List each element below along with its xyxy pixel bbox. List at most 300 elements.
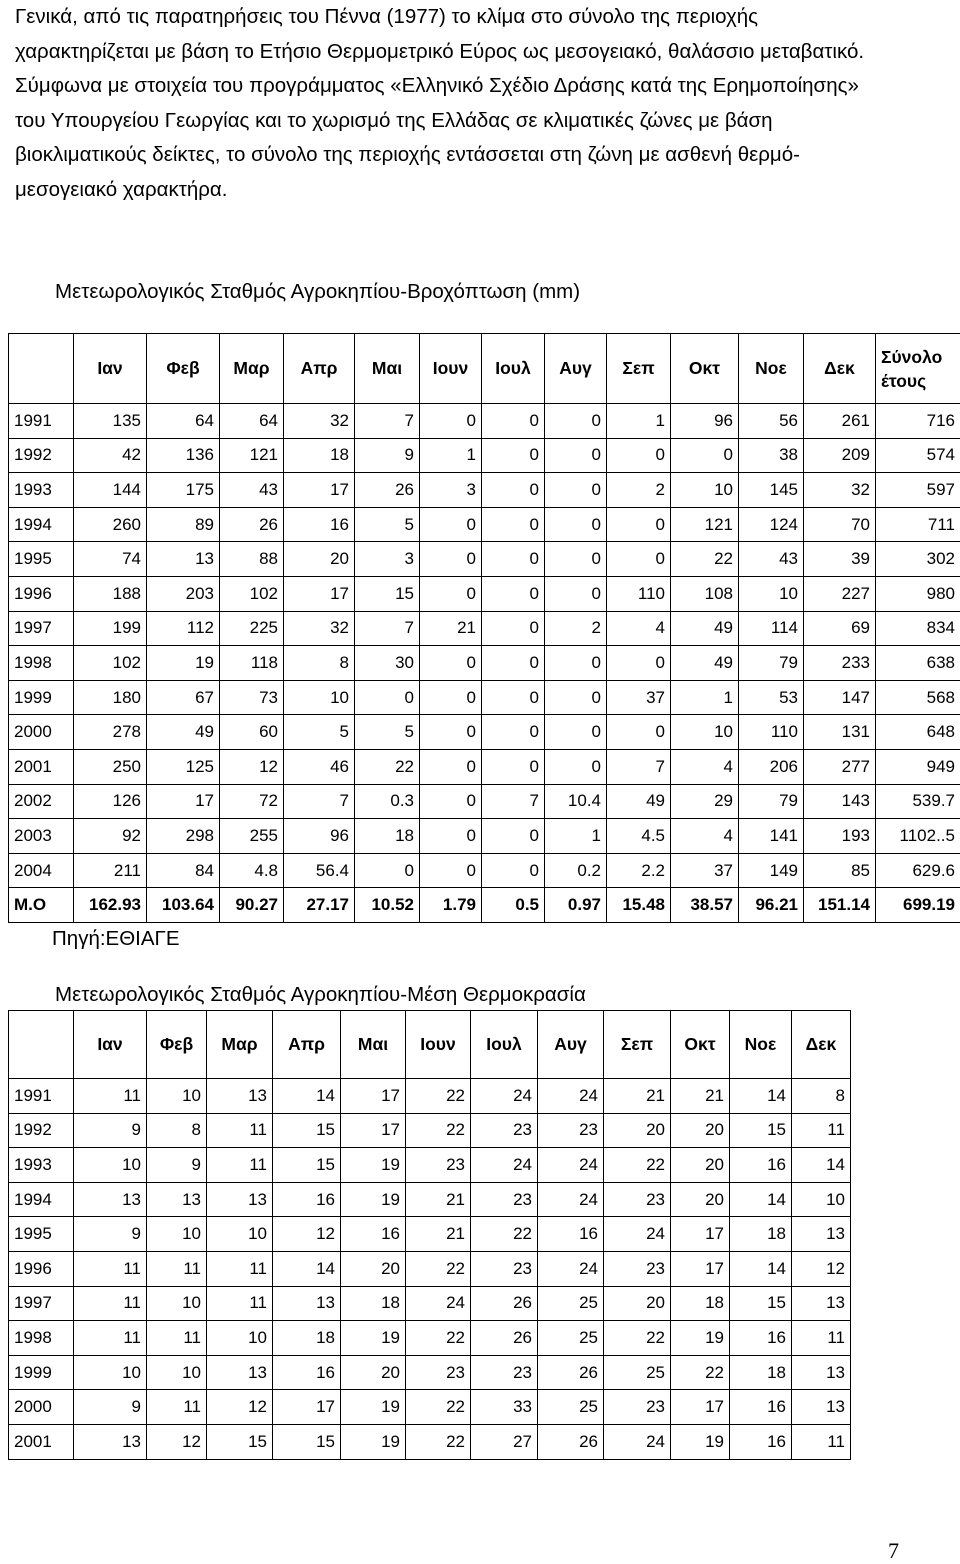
- table-cell: 19: [341, 1182, 406, 1217]
- column-header: Φεβ: [147, 334, 220, 404]
- table-cell: 16: [284, 507, 355, 542]
- column-header: Σεπ: [607, 334, 671, 404]
- table-cell: 20: [604, 1286, 671, 1321]
- table-cell: 539.7: [876, 784, 960, 819]
- table-cell: 19: [671, 1424, 730, 1459]
- table-cell: 298: [147, 819, 220, 854]
- table-cell: 0.97: [545, 888, 607, 923]
- table-cell: 0: [482, 507, 545, 542]
- table-cell: 11: [207, 1286, 273, 1321]
- table-cell: 4: [671, 749, 739, 784]
- table-cell: 13: [74, 1182, 147, 1217]
- table-cell: 209: [804, 438, 876, 473]
- table-cell: 102: [74, 646, 147, 681]
- table-cell: 17: [341, 1079, 406, 1114]
- column-header: Απρ: [273, 1011, 341, 1079]
- table-cell: 22: [406, 1251, 471, 1286]
- table-cell: 0: [420, 680, 482, 715]
- table-cell: 19: [341, 1390, 406, 1425]
- table-cell: 90.27: [220, 888, 284, 923]
- table-cell: 0: [607, 507, 671, 542]
- table-cell: 144: [74, 473, 147, 508]
- table-cell: 0: [607, 715, 671, 750]
- table-row: [9, 1217, 851, 1252]
- column-header: Οκτ: [671, 334, 739, 404]
- table-cell: 199: [74, 611, 147, 646]
- table-cell: 0: [420, 507, 482, 542]
- table-cell: 12: [273, 1217, 341, 1252]
- table-cell: 17: [284, 473, 355, 508]
- table-cell: 24: [471, 1148, 538, 1183]
- column-header: Μαι: [341, 1011, 406, 1079]
- table-cell: 11: [147, 1321, 207, 1356]
- table-cell: 22: [604, 1148, 671, 1183]
- table-cell: 227: [804, 576, 876, 611]
- column-header: Μαι: [355, 334, 420, 404]
- row-label: 1999: [9, 680, 74, 715]
- table-cell: 89: [147, 507, 220, 542]
- table-cell: 4: [607, 611, 671, 646]
- table-cell: 9: [74, 1217, 147, 1252]
- table-cell: 17: [341, 1113, 406, 1148]
- table-cell: 10: [671, 715, 739, 750]
- column-header: Ιουν: [406, 1011, 471, 1079]
- table-cell: 8: [284, 646, 355, 681]
- row-label: 1997: [9, 611, 74, 646]
- table-cell: 10: [74, 1148, 147, 1183]
- column-header: Ιουν: [420, 334, 482, 404]
- table-cell: 145: [739, 473, 804, 508]
- table-cell: 0: [420, 819, 482, 854]
- table-cell: 8: [792, 1079, 851, 1114]
- row-label: 1993: [9, 1148, 74, 1183]
- table-cell: 7: [284, 784, 355, 819]
- table-cell: 597: [876, 473, 960, 508]
- intro-paragraph: [15, 0, 905, 208]
- table-cell: 4.5: [607, 819, 671, 854]
- table-cell: 0.5: [482, 888, 545, 923]
- table-cell: 20: [341, 1251, 406, 1286]
- row-label: 1995: [9, 1217, 74, 1252]
- table-cell: 25: [538, 1390, 604, 1425]
- table-cell: 188: [74, 576, 147, 611]
- table-cell: 23: [471, 1113, 538, 1148]
- table-cell: 49: [671, 646, 739, 681]
- table-cell: 1102..5: [876, 819, 960, 854]
- table-cell: 49: [671, 611, 739, 646]
- table-cell: 568: [876, 680, 960, 715]
- table-cell: 13: [792, 1286, 851, 1321]
- table-cell: 22: [406, 1390, 471, 1425]
- table-cell: 131: [804, 715, 876, 750]
- row-label: 1994: [9, 507, 74, 542]
- row-label: 1996: [9, 1251, 74, 1286]
- table-cell: 0: [607, 438, 671, 473]
- table-cell: 79: [739, 646, 804, 681]
- table-cell: 23: [406, 1148, 471, 1183]
- table-cell: 32: [284, 611, 355, 646]
- table-cell: 14: [730, 1182, 792, 1217]
- table-cell: 225: [220, 611, 284, 646]
- table-cell: 0: [545, 646, 607, 681]
- table-cell: 23: [471, 1251, 538, 1286]
- table-cell: 53: [739, 680, 804, 715]
- table-cell: 233: [804, 646, 876, 681]
- table-cell: 56: [739, 404, 804, 439]
- table-cell: 19: [147, 646, 220, 681]
- table-cell: 1: [671, 680, 739, 715]
- table-cell: 949: [876, 749, 960, 784]
- table-cell: 110: [607, 576, 671, 611]
- table-row: [9, 680, 960, 715]
- table-cell: 39: [804, 542, 876, 577]
- table-cell: 26: [220, 507, 284, 542]
- table-cell: 10: [147, 1217, 207, 1252]
- table-cell: 24: [604, 1217, 671, 1252]
- table-cell: 0: [420, 404, 482, 439]
- table-cell: 30: [355, 646, 420, 681]
- table-cell: 64: [220, 404, 284, 439]
- table-cell: 13: [147, 1182, 207, 1217]
- row-label: 2003: [9, 819, 74, 854]
- table-cell: 834: [876, 611, 960, 646]
- table-cell: 11: [74, 1251, 147, 1286]
- table-cell: 125: [147, 749, 220, 784]
- table-cell: 0: [607, 646, 671, 681]
- row-label: Μ.Ο: [9, 888, 74, 923]
- table-cell: 18: [341, 1286, 406, 1321]
- table-cell: 151.14: [804, 888, 876, 923]
- table-cell: 25: [538, 1286, 604, 1321]
- table-cell: 43: [739, 542, 804, 577]
- table-cell: 96.21: [739, 888, 804, 923]
- column-header: Οκτ: [671, 1011, 730, 1079]
- table-cell: 16: [730, 1424, 792, 1459]
- table-cell: 0: [482, 473, 545, 508]
- table-cell: 574: [876, 438, 960, 473]
- table-cell: 42: [74, 438, 147, 473]
- table-cell: 20: [671, 1113, 730, 1148]
- table-cell: 2.2: [607, 853, 671, 888]
- table-cell: 22: [406, 1113, 471, 1148]
- table-cell: 67: [147, 680, 220, 715]
- table-cell: 11: [74, 1286, 147, 1321]
- column-header: Δεκ: [804, 334, 876, 404]
- row-label: 1996: [9, 576, 74, 611]
- table-cell: 17: [671, 1251, 730, 1286]
- table-cell: 14: [273, 1251, 341, 1286]
- table-cell: 0: [545, 404, 607, 439]
- table-cell: 73: [220, 680, 284, 715]
- table-cell: 15: [273, 1113, 341, 1148]
- row-label: 1998: [9, 1321, 74, 1356]
- table-cell: 24: [471, 1079, 538, 1114]
- table-cell: 14: [792, 1148, 851, 1183]
- table-cell: 26: [538, 1424, 604, 1459]
- table-cell: 112: [147, 611, 220, 646]
- table-cell: 19: [341, 1321, 406, 1356]
- row-label: 1997: [9, 1286, 74, 1321]
- table-cell: 12: [207, 1390, 273, 1425]
- column-header: Νοε: [730, 1011, 792, 1079]
- table-cell: 4.8: [220, 853, 284, 888]
- table-cell: 1.79: [420, 888, 482, 923]
- table-cell: 638: [876, 646, 960, 681]
- table-cell: 699.19: [876, 888, 960, 923]
- table-cell: 0: [420, 576, 482, 611]
- table-cell: 15: [730, 1113, 792, 1148]
- table-cell: 20: [671, 1148, 730, 1183]
- table-cell: 23: [538, 1113, 604, 1148]
- row-label: 1994: [9, 1182, 74, 1217]
- table-cell: 11: [792, 1113, 851, 1148]
- table-cell: 18: [671, 1286, 730, 1321]
- table-cell: 84: [147, 853, 220, 888]
- table-cell: 0: [607, 542, 671, 577]
- table-cell: 12: [147, 1424, 207, 1459]
- table-cell: 0: [420, 542, 482, 577]
- table-cell: 24: [604, 1424, 671, 1459]
- table-cell: 250: [74, 749, 147, 784]
- table-cell: 0: [482, 646, 545, 681]
- table-cell: 13: [792, 1355, 851, 1390]
- table-cell: 648: [876, 715, 960, 750]
- table-cell: 11: [207, 1251, 273, 1286]
- table-cell: 64: [147, 404, 220, 439]
- table-cell: 29: [671, 784, 739, 819]
- table-cell: 0: [482, 438, 545, 473]
- table-cell: 1: [545, 819, 607, 854]
- temperature-table: [8, 1010, 851, 1460]
- column-header: Δεκ: [792, 1011, 851, 1079]
- table-cell: 0: [545, 542, 607, 577]
- paragraph-line: του Υπουργείου Γεωργίας και το χωρισμό της Ελλάδας σε κλιματικές ζώνες με βάση: [15, 104, 905, 139]
- row-label: 2000: [9, 1390, 74, 1425]
- table-cell: 0: [545, 680, 607, 715]
- table-cell: 18: [273, 1321, 341, 1356]
- table-cell: 10: [147, 1286, 207, 1321]
- table-cell: 14: [730, 1251, 792, 1286]
- column-header: Σεπ: [604, 1011, 671, 1079]
- table-cell: 26: [471, 1321, 538, 1356]
- table-cell: 17: [671, 1390, 730, 1425]
- table-cell: 96: [671, 404, 739, 439]
- table-cell: 26: [471, 1286, 538, 1321]
- table-row: [9, 507, 960, 542]
- table-cell: 56.4: [284, 853, 355, 888]
- table-cell: 302: [876, 542, 960, 577]
- table-cell: 0: [545, 507, 607, 542]
- table-cell: 23: [471, 1182, 538, 1217]
- table-cell: 0.2: [545, 853, 607, 888]
- table-cell: 21: [420, 611, 482, 646]
- table-cell: 13: [792, 1390, 851, 1425]
- table-cell: 24: [538, 1079, 604, 1114]
- table-cell: 121: [220, 438, 284, 473]
- table-cell: 27: [471, 1424, 538, 1459]
- table-cell: 121: [671, 507, 739, 542]
- table-cell: 24: [538, 1182, 604, 1217]
- table-cell: 11: [147, 1390, 207, 1425]
- table-cell: 15: [355, 576, 420, 611]
- table-cell: 3: [420, 473, 482, 508]
- table-cell: 24: [538, 1148, 604, 1183]
- table-cell: 147: [804, 680, 876, 715]
- table-row: [9, 715, 960, 750]
- table-cell: 33: [471, 1390, 538, 1425]
- total-header-line: έτους: [881, 369, 955, 393]
- table-cell: 15: [273, 1148, 341, 1183]
- table-cell: 10: [207, 1217, 273, 1252]
- table-cell: 24: [406, 1286, 471, 1321]
- table-cell: 22: [406, 1424, 471, 1459]
- table-cell: 37: [607, 680, 671, 715]
- table-cell: 22: [406, 1079, 471, 1114]
- table-cell: 260: [74, 507, 147, 542]
- table-cell: 23: [406, 1355, 471, 1390]
- table-cell: 15: [207, 1424, 273, 1459]
- table-cell: 20: [284, 542, 355, 577]
- table-cell: 193: [804, 819, 876, 854]
- source-note: Πηγή:ΕΘΙΑΓΕ: [52, 927, 180, 951]
- table-cell: 43: [220, 473, 284, 508]
- table-cell: 0: [545, 749, 607, 784]
- table-cell: 180: [74, 680, 147, 715]
- table-cell: 716: [876, 404, 960, 439]
- paragraph-line: χαρακτηρίζεται με βάση το Ετήσιο Θερμομετρικό Εύρος ως μεσογειακό, θαλάσσιο μεταβατικό.: [15, 35, 905, 70]
- table-cell: 22: [604, 1321, 671, 1356]
- table-cell: 0: [420, 749, 482, 784]
- table-cell: 13: [792, 1217, 851, 1252]
- table-cell: 19: [341, 1424, 406, 1459]
- table-cell: 0: [545, 715, 607, 750]
- table-cell: 629.6: [876, 853, 960, 888]
- paragraph-line: Γενικά, από τις παρατηρήσεις του Πέννα (1977) το κλίμα στο σύνολο της περιοχής: [15, 0, 905, 35]
- table-cell: 5: [355, 507, 420, 542]
- table-cell: 0: [420, 646, 482, 681]
- table-cell: 92: [74, 819, 147, 854]
- table-cell: 70: [804, 507, 876, 542]
- table-cell: 1: [607, 404, 671, 439]
- table-cell: 10: [74, 1355, 147, 1390]
- row-label: 1993: [9, 473, 74, 508]
- table-cell: 0: [355, 680, 420, 715]
- table-row: [9, 1251, 851, 1286]
- table-cell: 206: [739, 749, 804, 784]
- table-cell: 22: [355, 749, 420, 784]
- table-cell: 980: [876, 576, 960, 611]
- table-cell: 46: [284, 749, 355, 784]
- table-cell: 21: [604, 1079, 671, 1114]
- table-cell: 0: [545, 473, 607, 508]
- table-cell: 5: [284, 715, 355, 750]
- table-cell: 16: [341, 1217, 406, 1252]
- table-row: [9, 473, 960, 508]
- table-cell: 24: [538, 1251, 604, 1286]
- table-cell: 96: [284, 819, 355, 854]
- table-row: [9, 1424, 851, 1459]
- row-label: 2004: [9, 853, 74, 888]
- column-header: Φεβ: [147, 1011, 207, 1079]
- table-cell: 10: [671, 473, 739, 508]
- table-row: [9, 542, 960, 577]
- table-cell: 103.64: [147, 888, 220, 923]
- table-cell: 7: [482, 784, 545, 819]
- table-cell: 10: [284, 680, 355, 715]
- table-cell: 25: [604, 1355, 671, 1390]
- table-cell: 60: [220, 715, 284, 750]
- table-cell: 18: [284, 438, 355, 473]
- table-row: [9, 438, 960, 473]
- table-row: [9, 404, 960, 439]
- table-row: [9, 853, 960, 888]
- table-cell: 10.52: [355, 888, 420, 923]
- total-header-line: Σύνολο: [881, 345, 955, 369]
- table-cell: 118: [220, 646, 284, 681]
- table-cell: 1: [420, 438, 482, 473]
- table-cell: 72: [220, 784, 284, 819]
- table-row: [9, 576, 960, 611]
- table-cell: 0: [482, 404, 545, 439]
- table-cell: 22: [471, 1217, 538, 1252]
- table-cell: 0: [482, 853, 545, 888]
- table-cell: 0: [482, 680, 545, 715]
- table-cell: 102: [220, 576, 284, 611]
- table-cell: 38.57: [671, 888, 739, 923]
- table-cell: 162.93: [74, 888, 147, 923]
- table-cell: 0: [545, 576, 607, 611]
- table-cell: 13: [207, 1355, 273, 1390]
- table-row: [9, 784, 960, 819]
- table-cell: 15: [273, 1424, 341, 1459]
- table-cell: 15: [730, 1286, 792, 1321]
- table-row: [9, 1355, 851, 1390]
- table-cell: 11: [74, 1079, 147, 1114]
- table-cell: 11: [74, 1321, 147, 1356]
- table-cell: 0.3: [355, 784, 420, 819]
- rainfall-table: [8, 333, 960, 923]
- temp-header-row: [9, 1011, 851, 1079]
- table-cell: 203: [147, 576, 220, 611]
- table-cell: 0: [545, 438, 607, 473]
- table-cell: 38: [739, 438, 804, 473]
- column-header: Ιαν: [74, 1011, 147, 1079]
- table-cell: 10: [147, 1355, 207, 1390]
- table-cell: 79: [739, 784, 804, 819]
- table-cell: 23: [604, 1182, 671, 1217]
- table-cell: 19: [341, 1148, 406, 1183]
- table-cell: 135: [74, 404, 147, 439]
- table-cell: 0: [671, 438, 739, 473]
- table-cell: 85: [804, 853, 876, 888]
- row-label: 2001: [9, 1424, 74, 1459]
- table-cell: 261: [804, 404, 876, 439]
- table-cell: 136: [147, 438, 220, 473]
- table-cell: 18: [355, 819, 420, 854]
- table-cell: 11: [207, 1113, 273, 1148]
- table-cell: 17: [273, 1390, 341, 1425]
- table-cell: 16: [273, 1182, 341, 1217]
- table-cell: 0: [420, 853, 482, 888]
- table-cell: 13: [147, 542, 220, 577]
- table-cell: 20: [341, 1355, 406, 1390]
- table-row: [9, 1113, 851, 1148]
- page-number: 7: [888, 1538, 899, 1564]
- table-row: [9, 1182, 851, 1217]
- table-row: [9, 749, 960, 784]
- table-cell: 277: [804, 749, 876, 784]
- table-cell: 74: [74, 542, 147, 577]
